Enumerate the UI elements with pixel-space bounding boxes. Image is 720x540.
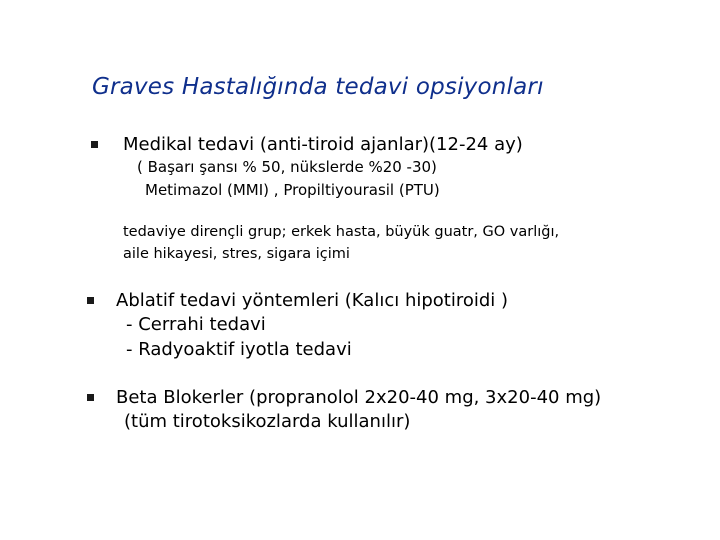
section2-item2: - Radyoaktif iyotla tedavi <box>126 339 352 360</box>
bullet-marker <box>87 394 94 401</box>
section3-line1: (tüm tirotoksikozlarda kullanılır) <box>124 411 411 432</box>
section2-heading: Ablatif tedavi yöntemleri (Kalıcı hipotiroidi ) <box>116 290 509 311</box>
section1-note1: tedaviye dirençli grup; erkek hasta, büyük guatr, GO varlığı, <box>123 224 560 240</box>
section1-note2: aile hikayesi, stres, sigara içimi <box>123 246 350 262</box>
section3-heading: Beta Blokerler (propranolol 2x20-40 mg, 3x20-40 mg) <box>116 387 602 408</box>
slide-title: Graves Hastalığında tedavi opsiyonları <box>92 74 544 100</box>
bullet-marker <box>91 141 98 148</box>
section1-heading: Medikal tedavi (anti-tiroid ajanlar)(12-24 ay) <box>123 134 523 155</box>
bullet-marker <box>87 297 94 304</box>
section2-item1: - Cerrahi tedavi <box>126 314 266 335</box>
section1-line2: Metimazol (MMI) , Propiltiyourasil (PTU) <box>145 181 440 199</box>
section1-line1: ( Başarı şansı % 50, nükslerde %20 -30) <box>137 158 437 176</box>
